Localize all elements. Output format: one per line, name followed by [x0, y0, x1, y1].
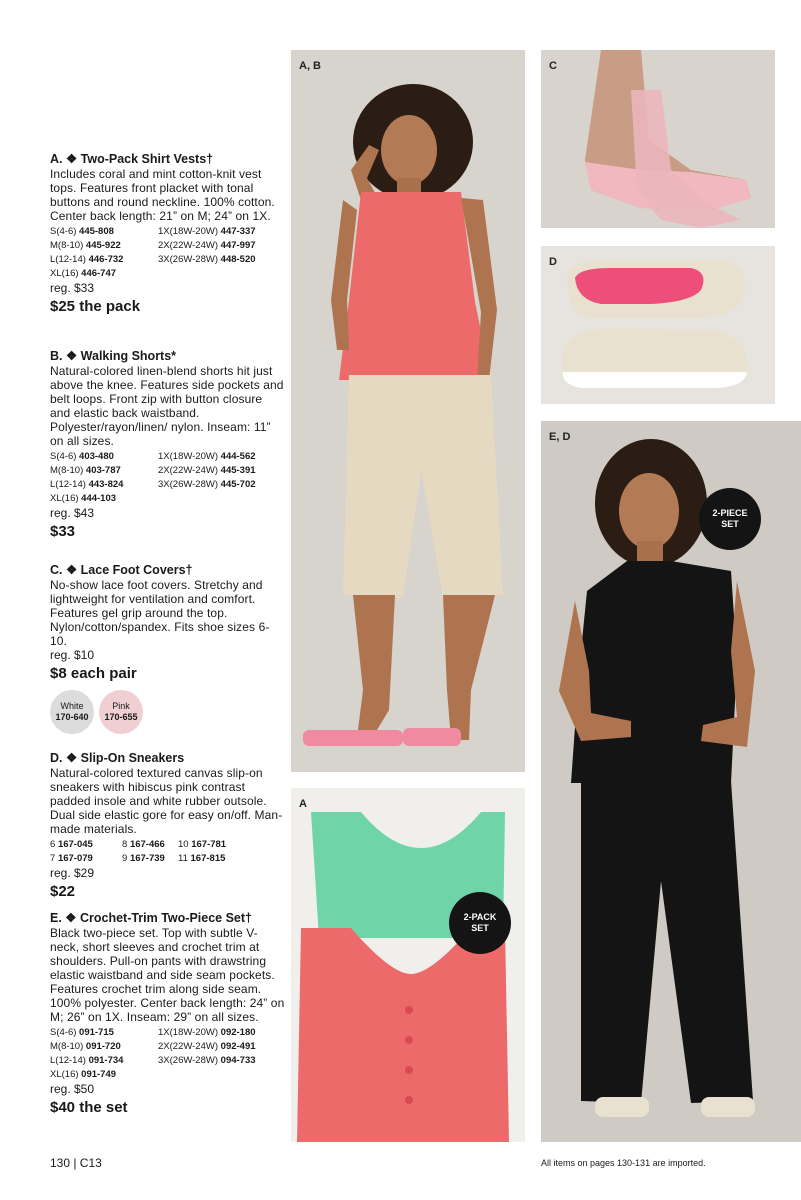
item-b-description: Natural-colored linen-blend shorts hit just above the knee. Features side pockets and belt loops. Front zip with button closure and elastic back waistband. Polyester/rayon/linen/ nylon. Inseam: 11” on all sizes.: [50, 364, 284, 448]
item-d-sizes: [50, 838, 285, 866]
size-row: XL(16) 446-747: [50, 268, 117, 279]
two-pack-badge: 2-PACK SET: [449, 892, 511, 954]
photo-foot-covers: [541, 50, 775, 228]
size-row: 2X(22W-24W) 092-491: [158, 1041, 256, 1052]
item-e-reg-price: reg. $50: [50, 1082, 95, 1096]
item-e-description: Black two-piece set. Top with subtle V-neck, short sleeves and crochet trim at shoulders. Pull-on pants with drawstring elastic waistband and side seam pockets. Features crochet trim along side seam. 100% polyester. Center back length: 24” on M; 26” on 1X. Inseam: 29” on all sizes.: [50, 926, 285, 1024]
item-b-sizes: [50, 450, 285, 506]
photo-model-ed: [541, 421, 801, 1142]
page-number: 130 | C13: [50, 1156, 102, 1170]
size-row: 1X(18W-20W) 092-180: [158, 1027, 256, 1038]
item-a-title: A. ❖ Two-Pack Shirt Vests†: [50, 152, 214, 166]
item-d-price: $22: [50, 883, 76, 900]
item-b-price: $33: [50, 523, 76, 540]
size-row: L(12-14) 091-734: [50, 1055, 124, 1066]
size-row: S(4-6) 091-715: [50, 1027, 114, 1038]
size-row: 6 167-045: [50, 839, 93, 850]
swatch-white[interactable]: White 170-640: [50, 690, 94, 734]
size-row: L(12-14) 443-824: [50, 479, 124, 490]
item-a-sizes: [50, 225, 285, 281]
size-row: 7 167-079: [50, 853, 93, 864]
size-row: 3X(26W-28W) 094-733: [158, 1055, 256, 1066]
photo-vests-flatlay: [291, 788, 525, 1142]
sneakers-illustration: [541, 246, 775, 404]
size-row: XL(16) 444-103: [50, 493, 117, 504]
item-d-description: Natural-colored textured canvas slip-on sneakers with hibiscus pink contrast padded insole and white rubber outsole. Dual side elastic gore for easy on/off. Man-made materials.: [50, 766, 283, 836]
size-row: 8 167-466: [122, 839, 165, 850]
size-row: M(8-10) 403-787: [50, 465, 121, 476]
foot-covers-illustration: [541, 50, 775, 228]
size-row: 3X(26W-28W) 448-520: [158, 254, 256, 265]
photo-label-c: C: [549, 60, 557, 72]
two-piece-badge: 2-PIECE SET: [699, 488, 761, 550]
photo-model-ab: [291, 50, 525, 772]
item-c-block: [50, 562, 285, 684]
vests-illustration: [291, 788, 525, 1142]
swatch-pink[interactable]: Pink 170-655: [99, 690, 143, 734]
import-note: All items on pages 130-131 are imported.: [541, 1158, 706, 1168]
item-b-reg-price: reg. $43: [50, 506, 95, 520]
size-row: 2X(22W-24W) 447-997: [158, 240, 256, 251]
item-c-title: C. ❖ Lace Foot Covers†: [50, 563, 193, 577]
item-e-block: [50, 910, 285, 1118]
item-a-price: $25 the pack: [50, 298, 141, 315]
item-d-reg-price: reg. $29: [50, 866, 95, 880]
item-d-title: D. ❖ Slip-On Sneakers: [50, 751, 185, 765]
size-row: M(8-10) 445-922: [50, 240, 121, 251]
item-e-price: $40 the set: [50, 1099, 128, 1116]
size-row: 2X(22W-24W) 445-391: [158, 465, 256, 476]
item-a-description: Includes coral and mint cotton-knit vest tops. Features front placket with tonal buttons and round neckline. 100% cotton. Center back length: 21” on M; 24” on 1X.: [50, 167, 275, 223]
size-row: 3X(26W-28W) 445-702: [158, 479, 256, 490]
photo-sneakers: [541, 246, 775, 404]
size-row: 11 167-815: [178, 853, 226, 864]
item-a-reg-price: reg. $33: [50, 281, 95, 295]
size-row: 1X(18W-20W) 444-562: [158, 451, 256, 462]
size-row: S(4-6) 403-480: [50, 451, 114, 462]
item-b-title: B. ❖ Walking Shorts*: [50, 349, 177, 363]
model-ed-illustration: [541, 421, 801, 1142]
item-c-description: No-show lace foot covers. Stretchy and lightweight for ventilation and comfort. Features gel grip around the top. Nylon/cotton/spandex. Fits shoe sizes 6-10.: [50, 578, 270, 648]
item-c-reg-price: reg. $10: [50, 648, 95, 662]
size-row: S(4-6) 445-808: [50, 226, 114, 237]
size-row: M(8-10) 091-720: [50, 1041, 121, 1052]
photo-label-ed: E, D: [549, 431, 571, 443]
item-c-price: $8 each pair: [50, 665, 137, 682]
photo-label-a: A: [299, 798, 307, 810]
item-b-block: [50, 348, 285, 542]
size-row: XL(16) 091-749: [50, 1069, 117, 1080]
model-ab-illustration: [291, 50, 525, 772]
item-d-block: [50, 750, 285, 902]
photo-label-d: D: [549, 256, 557, 268]
photo-label-ab: A, B: [299, 60, 321, 72]
item-e-title: E. ❖ Crochet-Trim Two-Piece Set†: [50, 911, 252, 925]
item-a-block: [50, 151, 285, 317]
size-row: 1X(18W-20W) 447-337: [158, 226, 256, 237]
size-row: L(12-14) 446-732: [50, 254, 124, 265]
item-e-sizes: [50, 1026, 285, 1082]
size-row: 10 167-781: [178, 839, 227, 850]
size-row: 9 167-739: [122, 853, 165, 864]
